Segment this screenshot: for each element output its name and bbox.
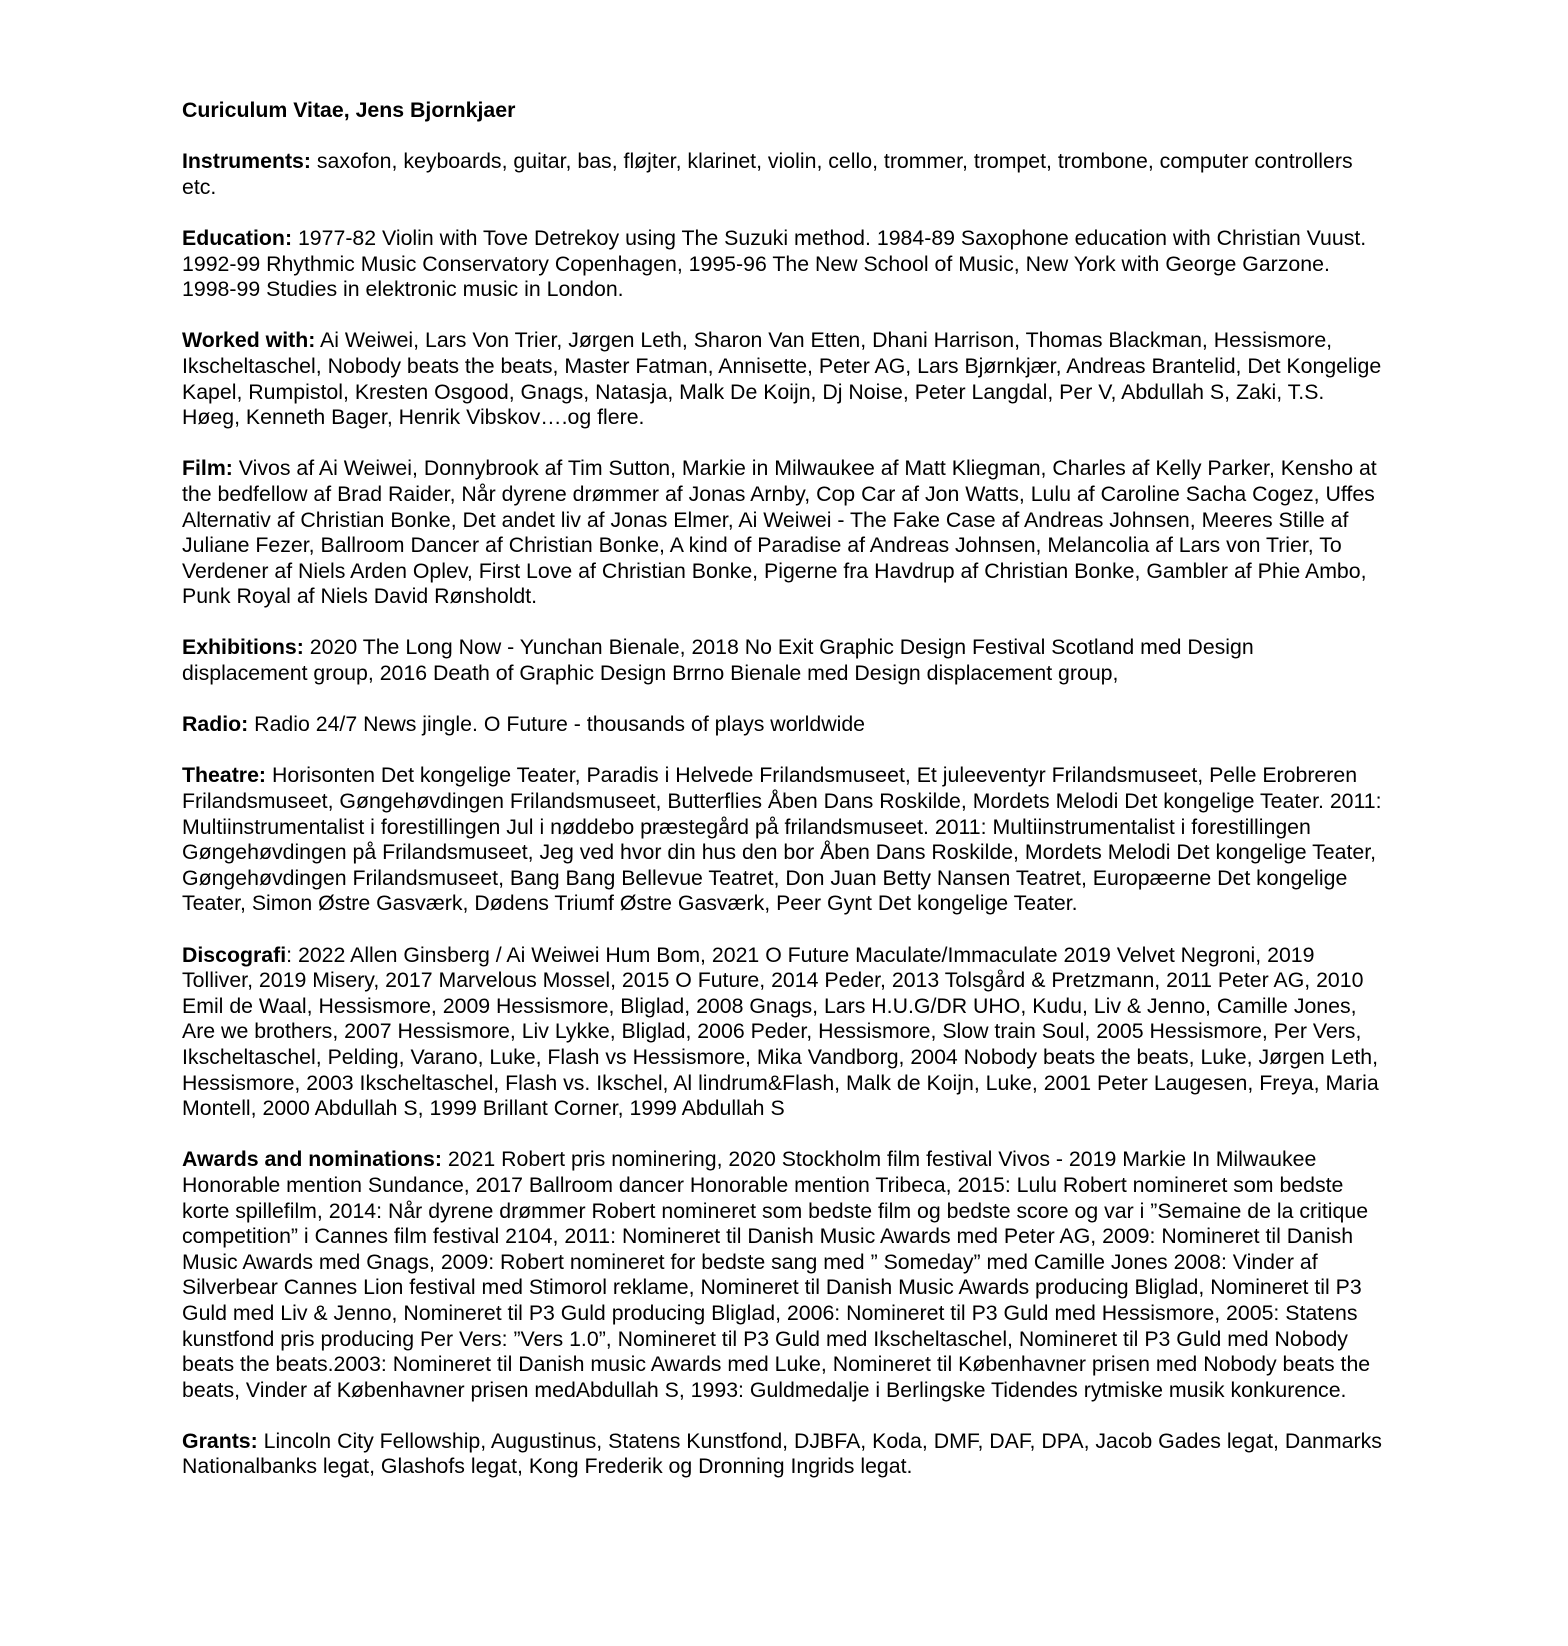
section-exhibitions [182, 635, 1382, 686]
section-label: Theatre: [182, 763, 267, 788]
section-label: Grants: [182, 1428, 258, 1453]
section-discografi [182, 943, 1382, 1122]
section-worked-with [182, 328, 1382, 430]
section-grants [182, 1429, 1382, 1480]
section-theatre [182, 763, 1382, 917]
section-text: 2020 The Long Now - Yunchan Bienale, 2018 No Exit Graphic Design Festival Scotland med Design displacement group, 2016 Death of Graphic Design Brrno Bienale med Design displacement group, [182, 635, 1254, 686]
section-text: : 2022 Allen Ginsberg / Ai Weiwei Hum Bom, 2021 O Future Maculate/Immaculate 2019 Velvet Negroni, 2019 Tolliver, 2019 Misery, 2017 Marvelous Mossel, 2015 O Future, 2014 Peder, 2013 Tolsgård & Pretzmann, 2011 Peter AG, 2010 Emil de Waal, Hessismore, 2009 Hessismore, Bliglad, 2008 Gnags, Lars H.U.G/DR UHO, Kudu, Liv & Jenno, Camille Jones, Are we brothers, 2007 Hessismore, Liv Lykke, Bliglad, 2006 Peder, Hessismore, Slow train Soul, 2005 Hessismore, Per Vers, Ikscheltaschel, Pelding, Varano, Luke, Flash vs Hessismore, Mika Vandborg, 2004 Nobody beats the beats, Luke, Jørgen Leth, Hessismore, 2003 Ikscheltaschel, Flash vs. Ikschel, Al lindrum&Flash, Malk de Koijn, Luke, 2001 Peter Laugesen, Freya, Maria Montell, 2000 Abdullah S, 1999 Brillant Corner, 1999 Abdullah S [182, 942, 1379, 1121]
section-label: Education: [182, 225, 293, 250]
section-instruments [182, 149, 1382, 200]
section-label: Discografi [182, 942, 287, 967]
section-text: Lincoln City Fellowship, Augustinus, Statens Kunstfond, DJBFA, Koda, DMF, DAF, DPA, Jacob Gades legat, Danmarks Nationalbanks legat, Glashofs legat, Kong Frederik og Dronning Ingrids legat. [182, 1428, 1382, 1479]
section-label: Instruments: [182, 149, 311, 174]
section-label: Radio: [182, 712, 249, 737]
section-radio [182, 712, 1382, 738]
section-text: 2021 Robert pris nominering, 2020 Stockholm film festival Vivos - 2019 Markie In Milwaukee Honorable mention Sundance, 2017 Ballroom dancer Honorable mention Tribeca, 2015: Lulu Robert nomineret som bedste korte spillefilm, 2014: Når dyrene drømmer Robert nomineret som bedste film og bedste score og var i ”Semaine de la critique competition” i Cannes film festival 2104, 2011: Nomineret til Danish Music Awards med Peter AG, 2009: Nomineret til Danish Music Awards med Gnags, 2009: Robert nomineret for bedste sang med ” Someday” med Camille Jones 2008: Vinder af Silverbear Cannes Lion festival med Stimorol reklame, Nomineret til Danish Music Awards producing Bliglad, Nomineret til P3 Guld med Liv & Jenno, Nomineret til P3 Guld producing Bliglad, 2006: Nomineret til P3 Guld med Hessismore, 2005: Statens kunstfond pris producing Per Vers: ”Vers 1.0”, Nomineret til P3 Guld med Ikscheltaschel, Nomineret til P3 Guld med Nobody beats the beats.2003: Nomineret til Danish music Awards med Luke, Nomineret til Københavner prisen med Nobody beats the beats, Vinder af Københavner prisen medAbdullah S, 1993: Guldmedalje i Berlingske Tidendes rytmiske musik konkurence. [182, 1147, 1371, 1402]
section-text: Radio 24/7 News jingle. O Future - thousands of plays worldwide [248, 712, 866, 737]
section-label: Worked with: [182, 328, 316, 353]
section-label: Awards and nominations: [182, 1147, 442, 1172]
section-text: Ai Weiwei, Lars Von Trier, Jørgen Leth, Sharon Van Etten, Dhani Harrison, Thomas Blackman, Hessismore, Ikscheltaschel, Nobody beats the beats, Master Fatman, Annisette, Peter AG, Lars Bjørnkjær, Andreas Brantelid, Det Kongelige Kapel, Rumpistol, Kresten Osgood, Gnags, Natasja, Malk De Koijn, Dj Noise, Peter Langdal, Per V, Abdullah S, Zaki, T.S. Høeg, Kenneth Bager, Henrik Vibskov….og flere. [182, 328, 1382, 430]
section-label: Exhibitions: [182, 635, 304, 660]
document-title: Curiculum Vitae, Jens Bjornkjaer [182, 98, 516, 122]
section-film [182, 456, 1382, 610]
section-text: Vivos af Ai Weiwei, Donnybrook af Tim Sutton, Markie in Milwaukee af Matt Kliegman, Charles af Kelly Parker, Kensho at the bedfellow af Brad Raider, Når dyrene drømmer af Jonas Arnby, Cop Car af Jon Watts, Lulu af Caroline Sacha Cogez, Uffes Alternativ af Christian Bonke, Det andet liv af Jonas Elmer, Ai Weiwei - The Fake Case af Andreas Johnsen, Meeres Stille af Juliane Fezer, Ballroom Dancer af Christian Bonke, A kind of Paradise af Andreas Johnsen, Melancolia af Lars von Trier, To Verdener af Niels Arden Oplev, First Love af Christian Bonke, Pigerne fra Havdrup af Christian Bonke, Gambler af Phie Ambo, Punk Royal af Niels David Rønsholdt. [182, 456, 1377, 609]
section-awards [182, 1147, 1382, 1403]
section-text: saxofon, keyboards, guitar, bas, fløjter, klarinet, violin, cello, trommer, trompet, trombone, computer controllers etc. [182, 149, 1353, 199]
cv-document [182, 98, 1382, 1506]
section-label: Film: [182, 456, 233, 481]
section-education [182, 226, 1382, 303]
section-text: 1977-82 Violin with Tove Detrekoy using The Suzuki method. 1984-89 Saxophone education with Christian Vuust. 1992-99 Rhythmic Music Conservatory Copenhagen, 1995-96 The New School of Music, New York with George Garzone. 1998-99 Studies in elektronic music in London. [182, 225, 1367, 302]
section-text: Horisonten Det kongelige Teater, Paradis i Helvede Frilandsmuseet, Et juleeventyr Frilandsmuseet, Pelle Erobreren Frilandsmuseet, Gøngehøvdingen Frilandsmuseet, Butterflies Åben Dans Roskilde, Mordets Melodi Det kongelige Teater. 2011: Multiinstrumentalist i forestillingen Jul i nøddebo præstegård på frilandsmuseet. 2011: Multiinstrumentalist i forestillingen Gøngehøvdingen på Frilandsmuseet, Jeg ved hvor din hus den bor Åben Dans Roskilde, Mordets Melodi Det kongelige Teater, Gøngehøvdingen Frilandsmuseet, Bang Bang Bellevue Teatret, Don Juan Betty Nansen Teatret, Europæerne Det kongelige Teater, Simon Østre Gasværk, Dødens Triumf Østre Gasværk, Peer Gynt Det kongelige Teater. [182, 763, 1382, 916]
